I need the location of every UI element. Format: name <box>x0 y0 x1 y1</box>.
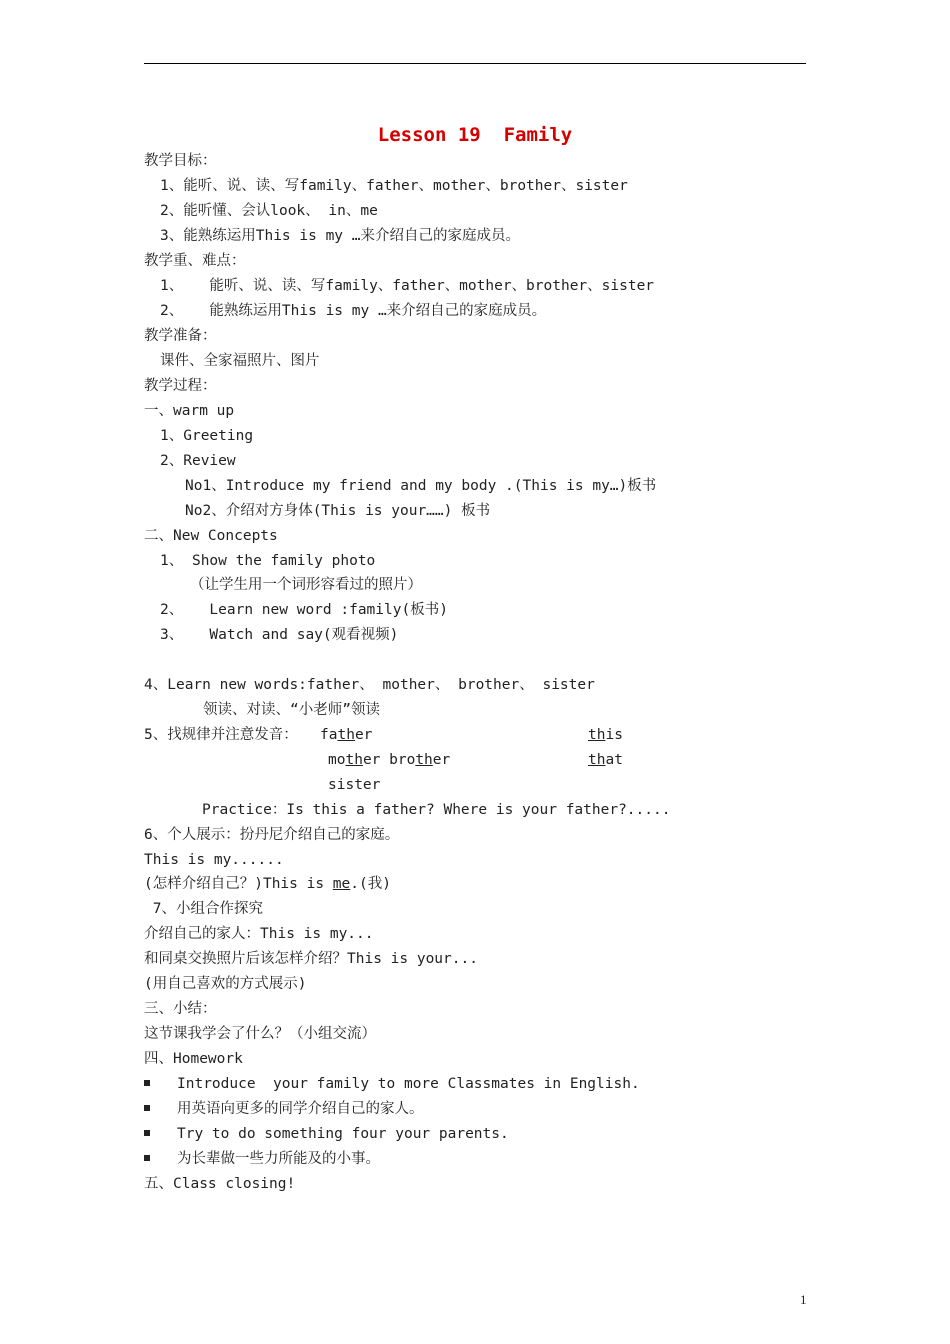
new-concepts-item: 3、 Watch and say(观看视频) <box>160 627 399 643</box>
bullet-icon <box>144 1155 150 1161</box>
new-concepts-heading: 二、New Concepts <box>144 528 278 544</box>
homework-heading: 四、Homework <box>144 1051 243 1067</box>
new-concepts-note: 领读、对读、“小老师”领读 <box>203 702 380 718</box>
new-concepts-item: 2、 Learn new word :family(板书) <box>160 602 448 618</box>
warmup-item: 1、Greeting <box>160 428 254 444</box>
example-line: This is my...... <box>144 852 284 868</box>
bullet-icon <box>144 1105 150 1111</box>
warmup-heading: 一、warm up <box>144 403 235 419</box>
review-no1: No1、Introduce my friend and my body .(This is my…)板书 <box>185 478 657 494</box>
objective-item: 3、能熟练运用This is my …来介绍自己的家庭成员。 <box>160 228 520 244</box>
preparation-content: 课件、全家福照片、图片 <box>160 353 320 369</box>
closing-line: 五、Class closing! <box>144 1176 296 1192</box>
pronunciation-word: father <box>320 727 373 743</box>
warmup-item: 2、Review <box>160 453 236 469</box>
new-concepts-item: 7、小组合作探究 <box>144 901 263 917</box>
pronunciation-word: this <box>588 727 623 743</box>
new-concepts-item: 1、 Show the family photo <box>160 553 376 569</box>
bullet-icon <box>144 1130 150 1136</box>
example-line: (用自己喜欢的方式展示) <box>144 976 307 992</box>
bullet-icon <box>144 1080 150 1086</box>
key-point-item: 2、 能熟练运用This is my …来介绍自己的家庭成员。 <box>160 303 547 319</box>
objective-item: 1、能听、说、读、写family、father、mother、brother、sister <box>160 178 628 194</box>
summary-content: 这节课我学会了什么？（小组交流） <box>144 1026 376 1042</box>
pronunciation-label: 5、找规律并注意发音： <box>144 727 298 743</box>
example-line: (怎样介绍自己？)This is me.(我) <box>144 876 391 892</box>
pronunciation-word: sister <box>328 777 381 793</box>
key-points-heading: 教学重、难点： <box>144 253 246 269</box>
review-no2: No2、介绍对方身体(This is your……) 板书 <box>185 503 491 519</box>
example-line: 介绍自己的家人：This is my... <box>144 926 374 942</box>
objectives-heading: 教学目标： <box>144 153 217 169</box>
pronunciation-word: mother brother <box>328 752 451 768</box>
practice-line: Practice：Is this a father? Where is your father?..... <box>202 802 671 818</box>
process-heading: 教学过程： <box>144 378 217 394</box>
pronunciation-word: that <box>588 752 623 768</box>
page-number: 1 <box>800 1292 807 1307</box>
lesson-title: Lesson 19 Family <box>377 124 573 146</box>
header-rule <box>144 63 806 64</box>
homework-item: 为长辈做一些力所能及的小事。 <box>177 1151 380 1167</box>
new-concepts-item: 6、个人展示：扮丹尼介绍自己的家庭。 <box>144 827 400 843</box>
homework-item: 用英语向更多的同学介绍自己的家人。 <box>177 1101 424 1117</box>
new-concepts-item: 4、Learn new words:father、 mother、 brother、 sister <box>144 677 595 693</box>
summary-heading: 三、小结： <box>144 1001 217 1017</box>
objective-item: 2、能听懂、会认look、 in、me <box>160 203 378 219</box>
homework-item: Introduce your family to more Classmates in English. <box>177 1076 640 1092</box>
new-concepts-note: （让学生用一个词形容看过的照片） <box>190 577 422 593</box>
preparation-heading: 教学准备： <box>144 328 217 344</box>
homework-item: Try to do something four your parents. <box>177 1126 509 1142</box>
example-line: 和同桌交换照片后该怎样介绍？This is your... <box>144 951 478 967</box>
key-point-item: 1、 能听、说、读、写family、father、mother、brother、sister <box>160 278 655 294</box>
